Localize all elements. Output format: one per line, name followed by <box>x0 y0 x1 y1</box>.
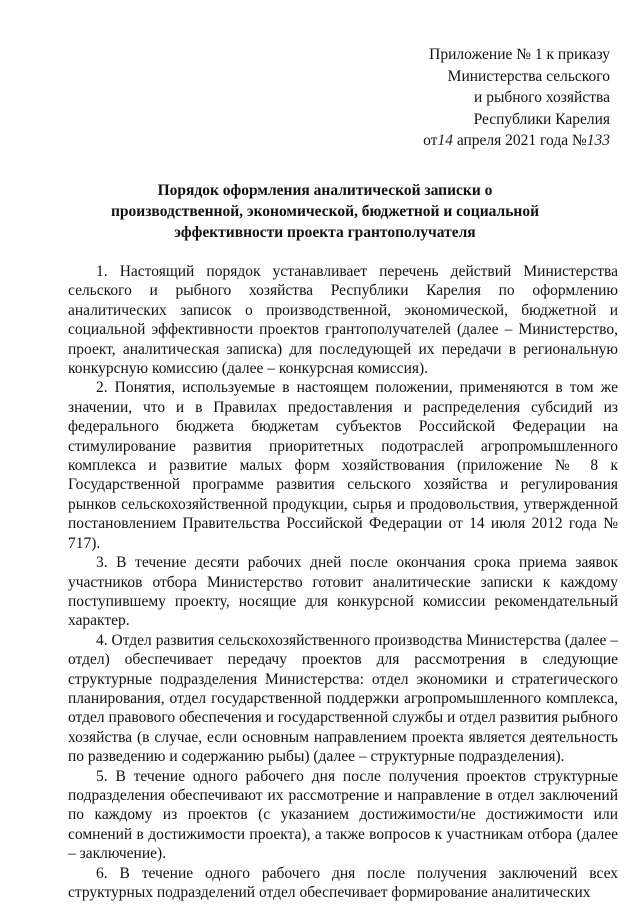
date-suffix: апреля 2021 года № <box>456 132 587 149</box>
header-line: Министерства сельского <box>447 67 610 85</box>
header-line: и рыбного хозяйства <box>474 89 610 106</box>
paragraph: 4. Отдел развития сельскохозяйственного производства Министерства (далее – отдел) обеспечивает передачу проектов для рассмотрения в следующие структурные подразделения Министерства: отдел экономики и стратегического планирования, отдел государственной поддержки агропромышленного комплекса, отдел правового обеспечения и государственной службы и отдел развития рыбного хозяйства (в случае, если основным направлением проекта является деятельность по разведению и содержанию рыбы) (далее – структурные подразделения). <box>68 631 618 766</box>
paragraph: 3. В течение десяти рабочих дней после окончания срока приема заявок участников отбора Министерство готовит аналитические записки к каждому поступившему проекту, носящие для конкурсной комиссии рекомендательный характер. <box>68 554 618 630</box>
order-appendix-header <box>390 44 610 152</box>
paragraph: 6. В течение одного рабочего дня после получения заключений всех структурных подразделений отдел обеспечивает формирование аналитических <box>68 864 618 901</box>
order-date-line <box>390 130 610 152</box>
handwritten-day: 14 <box>437 132 453 149</box>
document-body <box>68 262 618 902</box>
document-title: Порядок оформления аналитической записки о производственной, экономической, бюджетной и социальной эффективности проекта грантополучателя <box>110 182 540 241</box>
paragraph: 1. Настоящий порядок устанавливает перечень действий Министерства сельского и рыбного хозяйства Республики Карелия по оформлению аналитических записок о производственной, экономической, бюджетной и социальной эффективности проектов грантополучателей (далее – Министерство, проект, аналитическая записка) для последующей их передачи в региональную конкурсную комиссию (далее – конкурсная комиссия). <box>68 263 618 378</box>
header-line: Республики Карелия <box>473 110 610 128</box>
date-prefix: от <box>423 132 438 149</box>
header-line: Приложение № 1 к приказу <box>429 46 610 63</box>
paragraph: 2. Понятия, используемые в настоящем положении, применяются в том же значении, что и в Правилах предоставления и распределения субсидий из федерального бюджета бюджетам субъектов Российской Федерации на стимулирование развития приоритетных подотраслей агропромышленного комплекса и развитие малых форм хозяйствования (приложение № 8 к Государственной программе развития сельского хозяйства и регулирования рынков сельскохозяйственной продукции, сырья и продовольствия, утвержденной постановлением Правительства Российской Федерации от 14 июля 2012 года № 717). <box>68 379 618 552</box>
handwritten-order-number: 133 <box>586 132 610 149</box>
paragraph: 5. В течение одного рабочего дня после получения проектов структурные подразделения обеспечивают их рассмотрение и направление в отдел заключений по каждому из проектов (с указанием достижимости/не достижимости или сомнений в достижимости проекта), а также вопросов к участникам отбора (далее – заключение). <box>68 767 618 863</box>
